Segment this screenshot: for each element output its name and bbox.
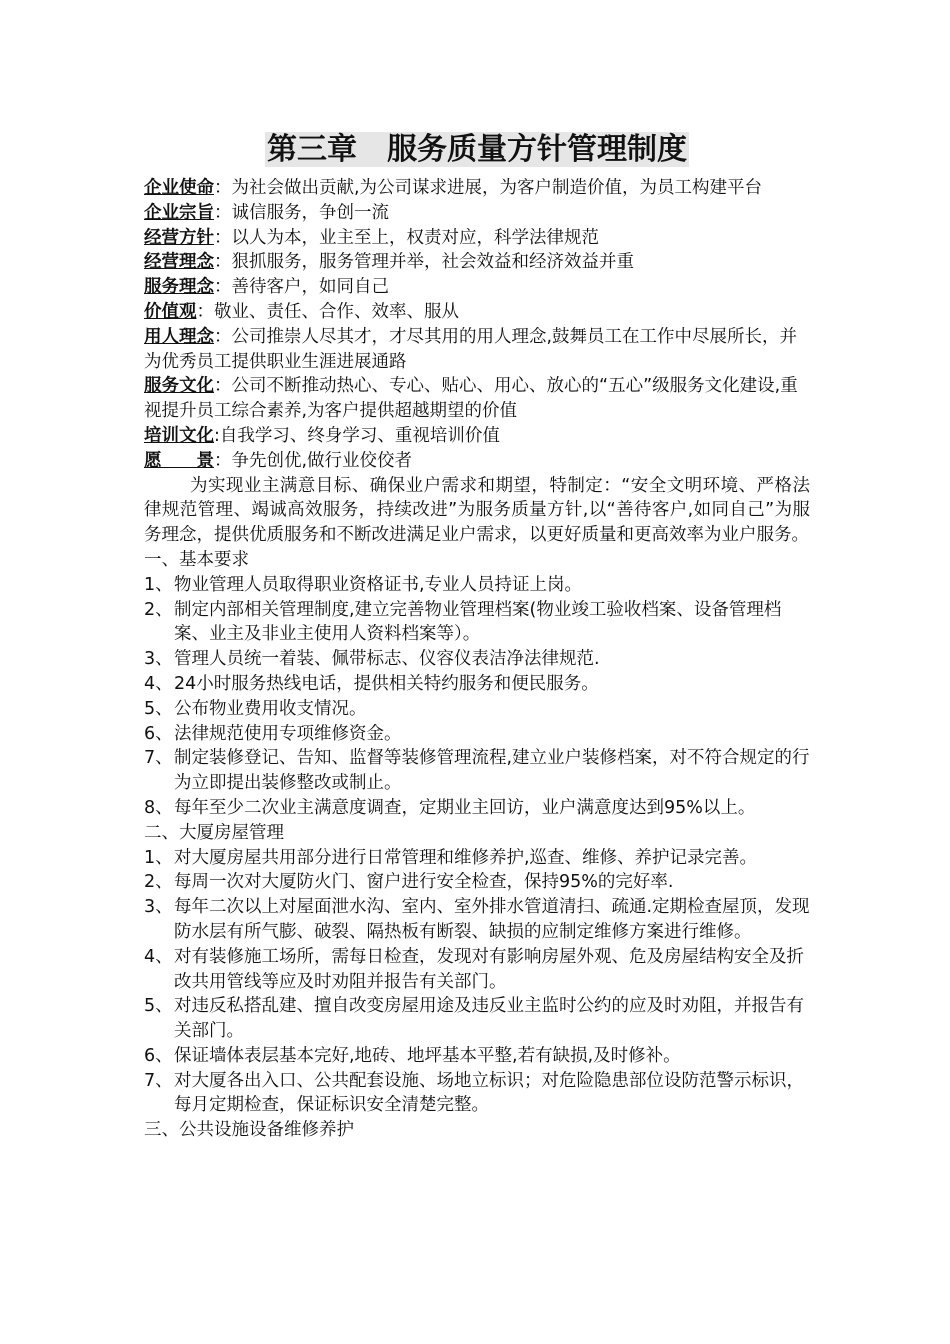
- item-number: 2、: [144, 872, 173, 893]
- definition-text: 争先创优,做行业佼佼者: [231, 450, 413, 471]
- definition-label: 服务理念: [144, 277, 214, 298]
- item-text: 24小时服务热线电话，提供相关特约服务和便民服务。: [174, 673, 599, 694]
- item-text: 对有装修施工场所，需每日检查，发现对有影响房屋外观、危及房屋结构安全及折改共用管线等应及时劝阻并报告有关部门。: [174, 946, 804, 992]
- item-text: 制定装修登记、告知、监督等装修管理流程,建立业户装修档案，对不符合规定的行为立即提出装修整改或制止。: [174, 748, 810, 794]
- definition-text: 善待客户，如同自己: [231, 277, 389, 298]
- item-text: 每年二次以上对屋面泄水沟、室内、室外排水管道清扫、疏通.定期检查屋顶，发现防水层有所气膨、破裂、隔热板有断裂、缺损的应制定维修方案进行维修。: [174, 897, 810, 942]
- list-item: [144, 598, 810, 648]
- section-building-management: [144, 821, 810, 1119]
- definition-label: 经营理念: [144, 252, 214, 273]
- definition-row: [144, 424, 810, 449]
- definition-label: 愿 景: [144, 450, 214, 471]
- definition-row: [144, 374, 810, 424]
- definition-separator: ：: [214, 202, 232, 223]
- definition-label: 培训文化: [144, 425, 214, 446]
- list-item: [144, 573, 810, 598]
- definition-label: 用人理念: [144, 326, 214, 347]
- item-number: 5、: [144, 698, 173, 719]
- item-number: 1、: [144, 847, 173, 868]
- list-item: [144, 697, 810, 722]
- definition-text: 狠抓服务，服务管理并举，社会效益和经济效益并重: [231, 252, 634, 273]
- definition-text: 公司不断推动热心、专心、贴心、用心、放心的“五心”级服务文化建设,重视提升员工综合素养,为客户提供超越期望的价值: [144, 376, 798, 422]
- definition-separator: ：: [214, 376, 232, 397]
- item-number: 7、: [144, 1070, 173, 1091]
- definitions-list: [144, 176, 810, 474]
- definition-separator: ：: [196, 301, 214, 322]
- title-text: 第三章 服务质量方针管理制度: [267, 132, 687, 167]
- definition-text: 公司推崇人尽其才，才尽其用的用人理念,鼓舞员工在工作中尽展所长，并为优秀员工提供职业生涯进展通路: [144, 326, 798, 372]
- definition-row: [144, 176, 810, 201]
- definition-text: 敬业、责任、合作、效率、服从: [214, 301, 459, 322]
- page-title: [144, 132, 810, 168]
- definition-label: 价值观: [144, 301, 197, 322]
- item-text: 对大厦各出入口、公共配套设施、场地立标识；对危险隐患部位设防范警示标识，每月定期检查，保证标识安全清楚完整。: [174, 1070, 804, 1116]
- item-number: 4、: [144, 673, 173, 694]
- list-item: [144, 1069, 810, 1119]
- section-basic-requirements: [144, 548, 810, 821]
- item-number: 4、: [144, 946, 173, 967]
- definition-row: [144, 300, 810, 325]
- list-item: [144, 796, 810, 821]
- definition-text: 诚信服务，争创一流: [231, 202, 389, 223]
- definition-label: 经营方针: [144, 227, 214, 248]
- definition-separator: ：: [214, 252, 232, 273]
- section-heading: 一、基本要求: [144, 549, 249, 570]
- definition-label: 企业使命: [144, 178, 214, 198]
- item-number: 5、: [144, 996, 173, 1017]
- definition-label: 企业宗旨: [144, 202, 214, 223]
- definition-separator: ：: [214, 227, 232, 248]
- intro-paragraph: 为实现业主满意目标、确保业户需求和期望，特制定：“安全文明环境、严格法律规范管理、竭诚高效服务，持续改进”为服务质量方针,以“善待客户,如同自己”为服务理念，提供优质服务和不断改进满足业户需求，以更好质量和更高效率为业户服务。: [144, 475, 810, 546]
- item-text: 保证墙体表层基本完好,地砖、地坪基本平整,若有缺损,及时修补。: [174, 1045, 681, 1066]
- definition-separator: ：: [214, 178, 232, 198]
- list-item: [144, 846, 810, 871]
- item-number: 6、: [144, 723, 173, 744]
- item-number: 3、: [144, 897, 173, 918]
- section-public-facilities: [144, 1118, 810, 1143]
- definition-text: 自我学习、终身学习、重视培训价值: [219, 425, 500, 446]
- list-item: [144, 722, 810, 747]
- item-text: 对违反私搭乱建、擅自改变房屋用途及违反业主监时公约的应及时劝阻，并报告有关部门。: [174, 996, 804, 1042]
- list-item: [144, 945, 810, 995]
- definition-separator: :: [214, 425, 220, 446]
- definition-row: [144, 275, 810, 300]
- section-heading: 二、大厦房屋管理: [144, 822, 284, 843]
- item-number: 7、: [144, 748, 173, 769]
- item-number: 8、: [144, 797, 173, 818]
- definition-row: [144, 201, 810, 226]
- list-item: [144, 994, 810, 1044]
- definition-row: [144, 325, 810, 375]
- item-number: 6、: [144, 1045, 173, 1066]
- definition-separator: ：: [214, 450, 232, 471]
- definition-text: 以人为本，业主至上，权责对应，科学法律规范: [231, 227, 599, 248]
- list-item: [144, 895, 810, 945]
- item-text: 每周一次对大厦防火门、窗户进行安全检查，保持95%的完好率.: [174, 872, 674, 893]
- list-item: [144, 746, 810, 796]
- item-text: 公布物业费用收支情况。: [174, 698, 367, 719]
- definition-row: [144, 250, 810, 275]
- list-item: [144, 870, 810, 895]
- item-number: 1、: [144, 574, 173, 595]
- item-text: 对大厦房屋共用部分进行日常管理和维修养护,巡查、维修、养护记录完善。: [174, 847, 758, 868]
- item-number: 3、: [144, 649, 173, 670]
- item-text: 法律规范使用专项维修资金。: [174, 723, 402, 744]
- list-item: [144, 647, 810, 672]
- item-text: 制定内部相关管理制度,建立完善物业管理档案(物业竣工验收档案、设备管理档案、业主及非业主使用人资料档案等）。: [174, 599, 782, 645]
- definition-separator: ：: [214, 277, 232, 298]
- list-item: [144, 672, 810, 697]
- item-text: 每年至少二次业主满意度调查，定期业主回访，业户满意度达到95%以上。: [174, 797, 756, 818]
- item-number: 2、: [144, 599, 173, 620]
- item-text: 物业管理人员取得职业资格证书,专业人员持证上岗。: [174, 574, 583, 595]
- section-heading: 三、公共设施设备维修养护: [144, 1120, 354, 1141]
- definition-label: 服务文化: [144, 376, 214, 397]
- definition-separator: ：: [214, 326, 232, 347]
- definition-row: [144, 226, 810, 251]
- item-text: 管理人员统一着装、佩带标志、仪容仪表洁净法律规范.: [174, 649, 600, 670]
- list-item: [144, 1044, 810, 1069]
- definition-row: [144, 449, 810, 474]
- definition-text: 为社会做出贡献,为公司谋求进展，为客户制造价值，为员工构建平台: [231, 178, 763, 198]
